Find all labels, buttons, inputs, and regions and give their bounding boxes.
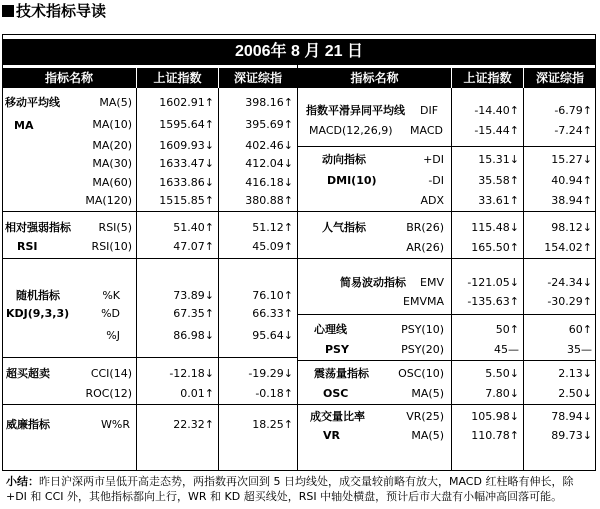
ma-sz-value: 412.04↓ [245, 157, 293, 170]
brar-sz-value: 154.02↑ [544, 241, 592, 254]
wr-sh-value: 22.32↑ [173, 418, 214, 431]
ma-sh-value: 1602.91↑ [159, 96, 214, 109]
row-divider [2, 357, 297, 358]
emv-name: 简易波动指标 [340, 276, 406, 289]
osc-name: 震荡量指标 [314, 367, 369, 380]
row-divider [2, 404, 297, 405]
kdj-sz-value: 76.10↑ [252, 289, 293, 302]
ma-sz-value: 398.16↑ [245, 96, 293, 109]
kdj-sz-value: 66.33↑ [252, 307, 293, 320]
dmi-param: +DI [423, 153, 444, 166]
brar-sh-value: 115.48↓ [471, 221, 519, 234]
brar-sz-value: 98.12↓ [551, 221, 592, 234]
macd-sz-value: -7.24↑ [554, 124, 592, 137]
dmi-sz-value: 40.94↑ [551, 174, 592, 187]
summary-label: 小结： [6, 475, 39, 488]
header-indicator-name-right: 指标名称 [298, 68, 451, 88]
ma-param: MA(60) [92, 176, 132, 189]
brar-param: AR(26) [406, 241, 444, 254]
row-divider [297, 404, 596, 405]
cci-name: 超买超卖 [6, 367, 50, 380]
psy-sh-value: 50↑ [495, 323, 519, 336]
osc-sz-value: 2.13↓ [558, 367, 592, 380]
rsi-sz-value: 51.12↑ [252, 221, 293, 234]
psy-param: PSY(10) [401, 323, 444, 336]
osc-param: MA(5) [411, 387, 444, 400]
macd-sub-param: MACD [410, 124, 443, 137]
osc-abbr: OSC [323, 387, 349, 400]
wr-param: W%R [101, 418, 130, 431]
emv-sh-value: -135.63↑ [467, 295, 519, 308]
macd-param: MACD(12,26,9) [309, 124, 393, 137]
brar-sh-value: 165.50↑ [471, 241, 519, 254]
cci-sh-value: -12.18↓ [169, 367, 214, 380]
brar-param: BR(26) [406, 221, 444, 234]
header-indicator-name-left: 指标名称 [2, 68, 136, 88]
row-divider [297, 314, 596, 315]
vr-param: MA(5) [411, 429, 444, 442]
vr-sh-value: 110.78↑ [471, 429, 519, 442]
kdj-param: %K [102, 289, 120, 302]
brar-name: 人气指标 [322, 221, 366, 234]
row-divider [2, 258, 297, 259]
psy-param: PSY(20) [401, 343, 444, 356]
emv-sh-value: -121.05↓ [467, 276, 519, 289]
cci-param: ROC(12) [85, 387, 132, 400]
rsi-param: RSI(10) [91, 240, 132, 253]
row-divider [2, 211, 297, 212]
osc-sh-value: 7.80↓ [485, 387, 519, 400]
kdj-param: %J [106, 329, 120, 342]
emv-param: EMVMA [403, 295, 444, 308]
ma-param: MA(5) [99, 96, 132, 109]
rsi-sz-value: 45.09↑ [252, 240, 293, 253]
psy-sh-value: 45— [494, 343, 519, 356]
macd-name: 指数平滑异同平均线 [306, 104, 405, 117]
summary-note [6, 474, 594, 504]
psy-abbr: PSY [325, 343, 349, 356]
row-divider [297, 211, 596, 212]
header-sh-index-left: 上证指数 [137, 68, 218, 88]
dmi-sh-value: 33.61↑ [478, 194, 519, 207]
emv-sz-value: -24.34↓ [547, 276, 592, 289]
ma-sh-value: 1609.93↓ [159, 139, 214, 152]
ma-name: 移动平均线 [5, 96, 60, 109]
header-sh-index-right: 上证指数 [452, 68, 523, 88]
grid-line [218, 88, 219, 471]
rsi-sh-value: 51.40↑ [173, 221, 214, 234]
kdj-param: %D [101, 307, 120, 320]
vr-abbr: VR [323, 429, 340, 442]
cci-param: CCI(14) [90, 367, 132, 380]
ma-abbr: MA [14, 119, 34, 132]
wr-sz-value: 18.25↑ [252, 418, 293, 431]
dmi-abbr: DMI(10) [327, 174, 377, 187]
summary-text: 昨日沪深两市呈低开高走态势，两指数再次回到 5 日均线处，成交量较前略有放大，MACD 红柱略有伸长，除 +DI 和 CCI 外，其他指标都向上行，WR 和 KD 超买线处，RSI 中轴处横盘，预计后市大盘有小幅冲高回落可能。 [6, 475, 574, 503]
wr-name: 威廉指标 [6, 418, 50, 431]
kdj-sh-value: 73.89↓ [173, 289, 214, 302]
emv-sz-value: -30.29↑ [547, 295, 592, 308]
ma-sh-value: 1633.86↓ [159, 176, 214, 189]
ma-param: MA(20) [92, 139, 132, 152]
ma-sh-value: 1515.85↑ [159, 194, 214, 207]
header-sz-index-right: 深证综指 [524, 68, 596, 88]
macd-sh-value: -14.40↑ [474, 104, 519, 117]
vr-sz-value: 89.73↓ [551, 429, 592, 442]
ma-sz-value: 416.18↓ [245, 176, 293, 189]
cci-sz-value: -19.29↓ [248, 367, 293, 380]
emv-param: EMV [420, 276, 444, 289]
dmi-sh-value: 15.31↓ [478, 153, 519, 166]
psy-sz-value: 60↑ [568, 323, 592, 336]
ma-sz-value: 380.88↑ [245, 194, 293, 207]
psy-sz-value: 35— [567, 343, 592, 356]
dmi-param: -DI [428, 174, 444, 187]
ma-sz-value: 395.69↑ [245, 118, 293, 131]
ma-sh-value: 1595.64↑ [159, 118, 214, 131]
rsi-param: RSI(5) [98, 221, 132, 234]
dmi-param: ADX [420, 194, 444, 207]
dmi-sz-value: 15.27↓ [551, 153, 592, 166]
dmi-sh-value: 35.58↑ [478, 174, 519, 187]
cci-sh-value: 0.01↑ [180, 387, 214, 400]
ma-sh-value: 1633.47↓ [159, 157, 214, 170]
kdj-name: 随机指标 [16, 289, 60, 302]
rsi-sh-value: 47.07↑ [173, 240, 214, 253]
osc-sz-value: 2.50↓ [558, 387, 592, 400]
macd-param: DIF [420, 104, 439, 117]
osc-sh-value: 5.50↓ [485, 367, 519, 380]
kdj-abbr: KDJ(9,3,3) [6, 307, 70, 320]
row-divider [297, 360, 596, 361]
header-sz-index-left: 深证综指 [219, 68, 297, 88]
rsi-abbr: RSI [17, 240, 38, 253]
ma-param: MA(120) [85, 194, 132, 207]
kdj-sh-value: 86.98↓ [173, 329, 214, 342]
ma-sz-value: 402.46↓ [245, 139, 293, 152]
rsi-name: 相对强弱指标 [5, 221, 71, 234]
date-banner: 2006年 8 月 21 日 [2, 39, 596, 65]
macd-sz-value: -6.79↑ [554, 104, 592, 117]
kdj-sz-value: 95.64↓ [252, 329, 293, 342]
cci-sz-value: -0.18↑ [255, 387, 293, 400]
page-title: 技术指标导读 [2, 1, 106, 23]
dmi-sz-value: 38.94↑ [551, 194, 592, 207]
psy-name: 心理线 [314, 323, 347, 336]
ma-param: MA(10) [92, 118, 132, 131]
grid-line [297, 65, 298, 471]
ma-param: MA(30) [92, 157, 132, 170]
row-divider [297, 258, 596, 259]
dmi-name: 动向指标 [322, 153, 366, 166]
row-divider [297, 146, 596, 147]
grid-line [136, 88, 137, 471]
vr-sz-value: 78.94↓ [551, 410, 592, 423]
square-bullet-icon [2, 5, 14, 17]
osc-param: OSC(10) [398, 367, 444, 380]
vr-sh-value: 105.98↓ [471, 410, 519, 423]
macd-sh-value: -15.44↑ [474, 124, 519, 137]
kdj-sh-value: 67.35↑ [173, 307, 214, 320]
vr-param: VR(25) [406, 410, 444, 423]
vr-name: 成交量比率 [310, 410, 365, 423]
